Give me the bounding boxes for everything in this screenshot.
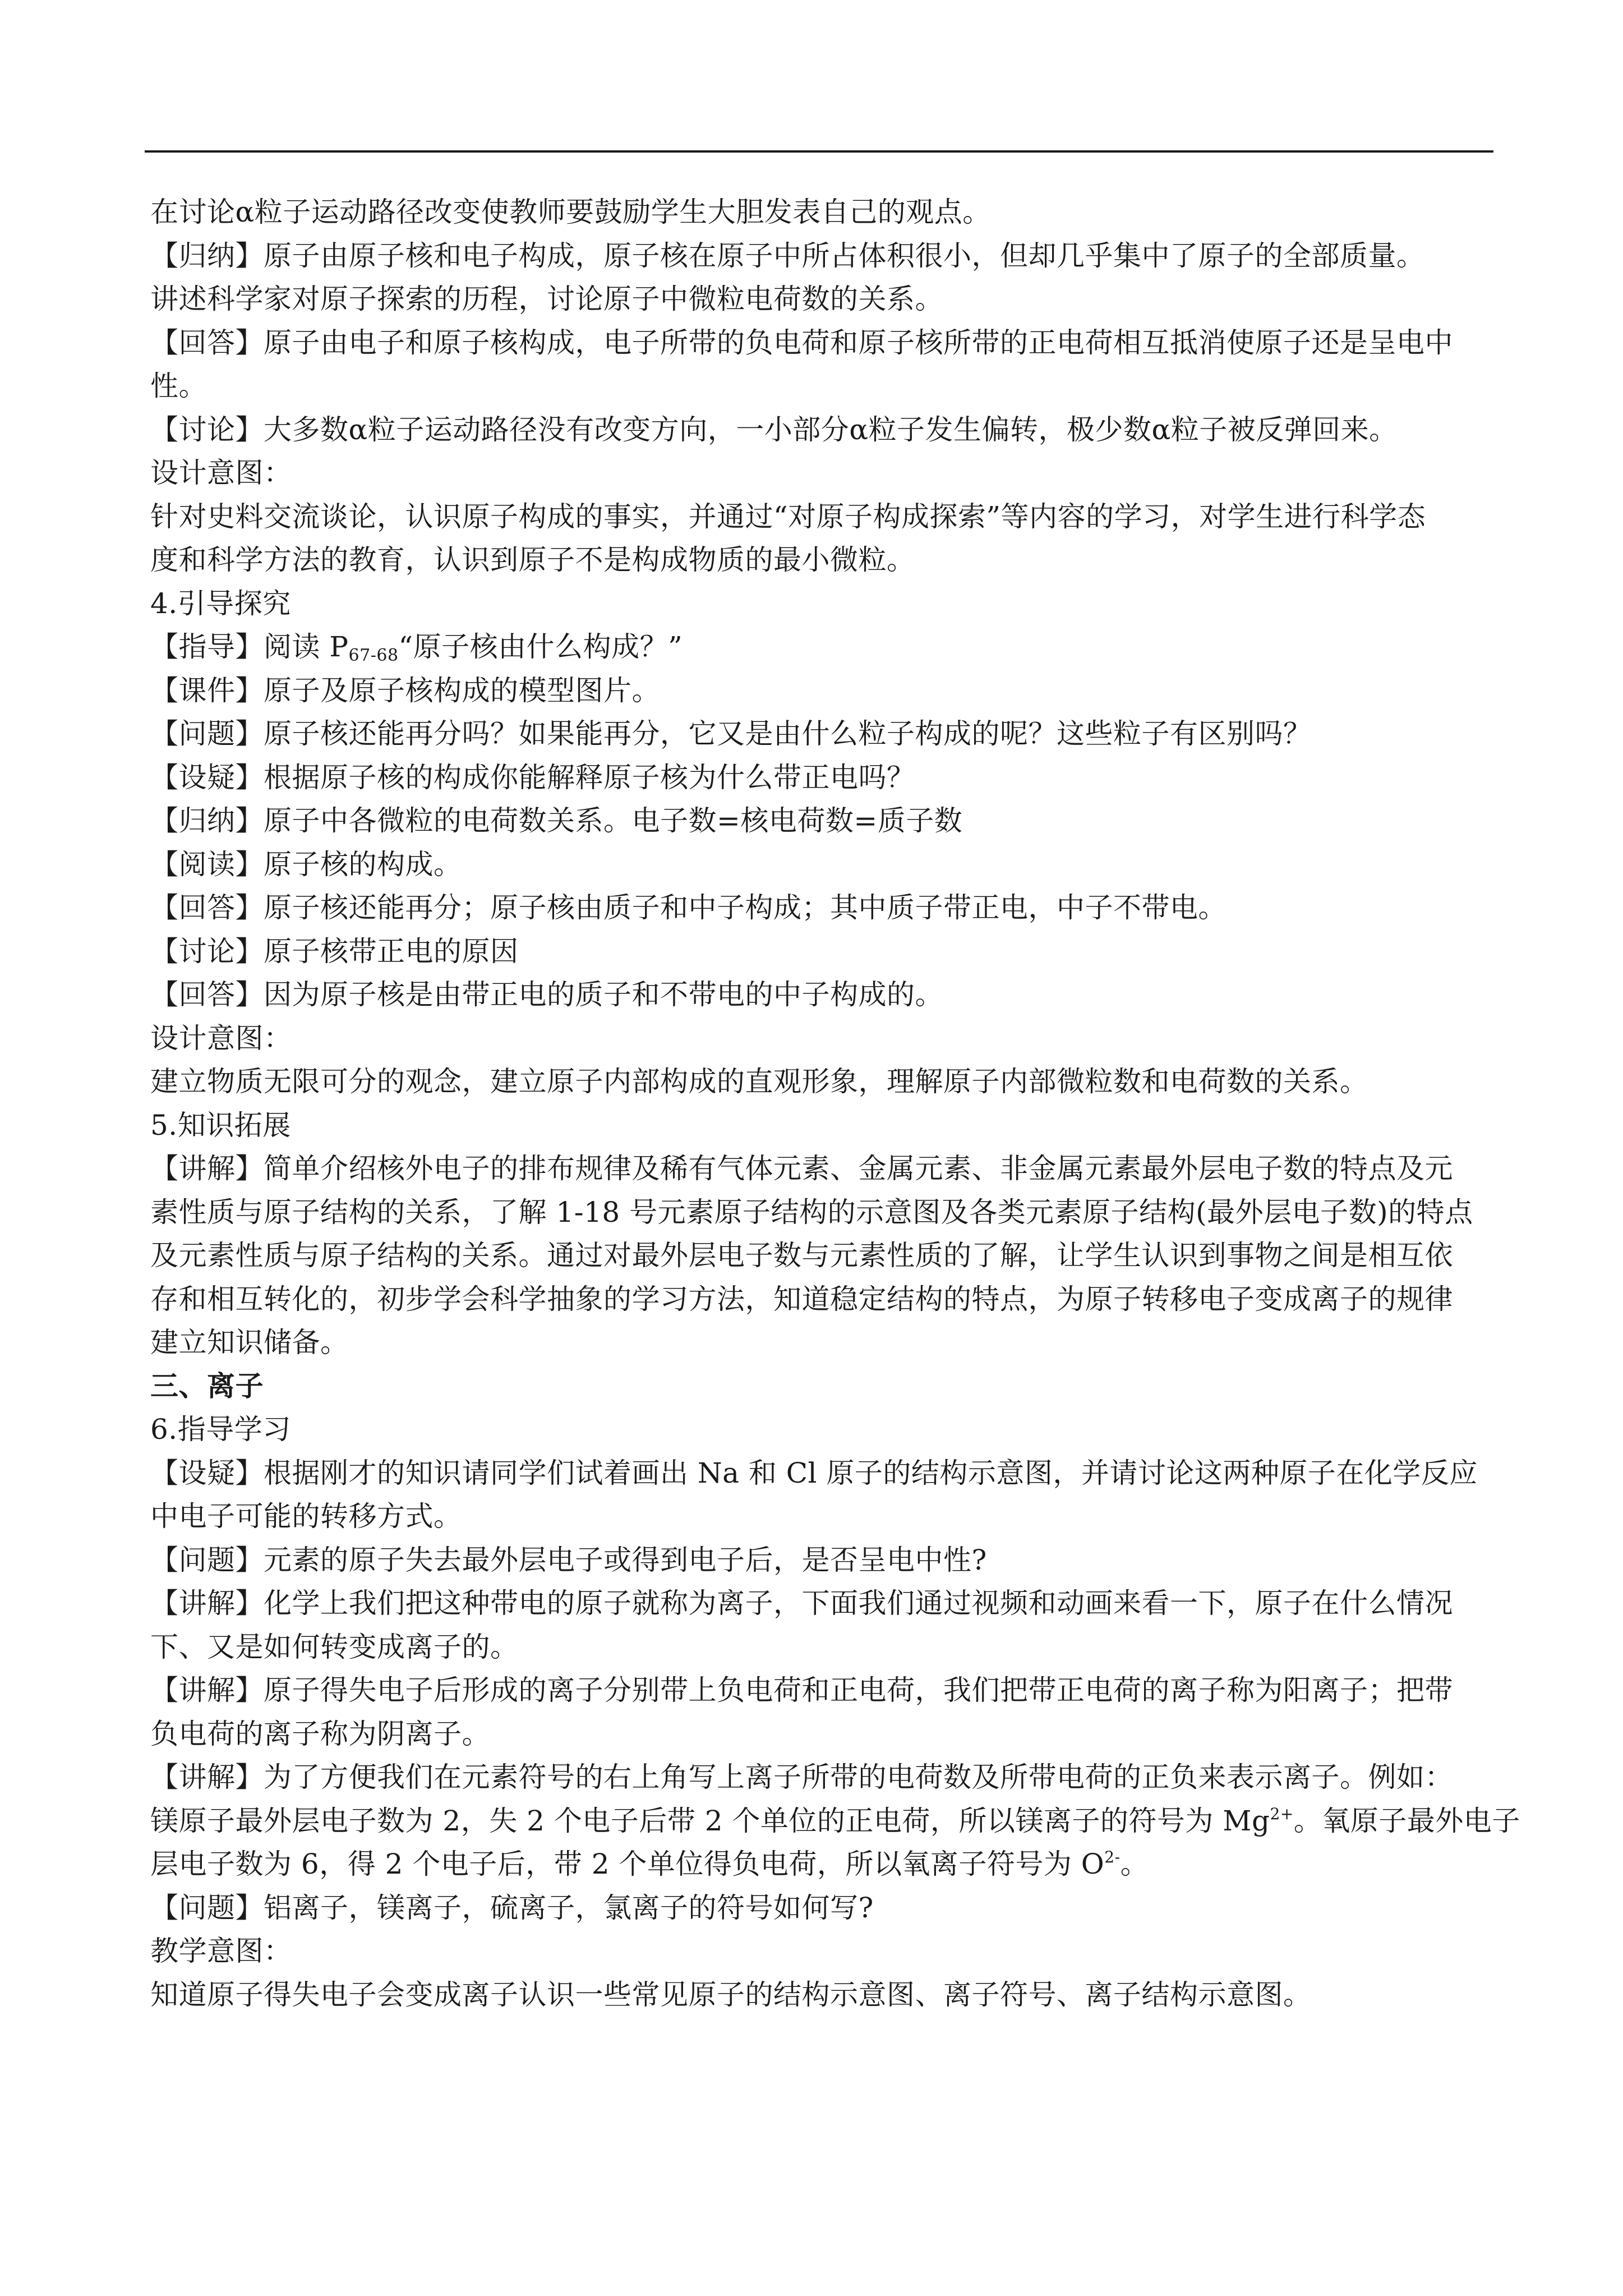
text-line: 建立知识储备。 — [150, 1326, 349, 1359]
text-line: 建立物质无限可分的观念，建立原子内部构成的直观形象，理解原子内部微粒数和电荷数的关系。 — [150, 1065, 1368, 1098]
text-line: 【归纳】原子由原子核和电子构成，原子核在原子中所占体积很小，但却几乎集中了原子的全部质量。 — [150, 239, 1425, 272]
text-line: 设计意图： — [150, 1022, 292, 1055]
guide-suffix: “原子核由什么构成？” — [398, 631, 683, 663]
text-line: 知道原子得失电子会变成离子认识一些常见原子的结构示意图、离子符号、离子结构示意图。 — [150, 1978, 1312, 2011]
text-line: 【回答】因为原子核是由带正电的质子和不带电的中子构成的。 — [150, 978, 943, 1011]
text-line: 中电子可能的转移方式。 — [150, 1500, 462, 1533]
subheading-4: 4.引导探究 — [150, 587, 291, 620]
text-line: 【讲解】为了方便我们在元素符号的右上角写上离子所带的电荷数及所带电荷的正负来表示离子。例如： — [150, 1761, 1453, 1793]
text-line: 【讲解】化学上我们把这种带电的原子就称为离子，下面我们通过视频和动画来看一下，原子在什么情况 — [150, 1587, 1453, 1619]
o-ion-line — [150, 1843, 1491, 1887]
text-line: 设计意图： — [150, 457, 292, 489]
subheading-6: 6.指导学习 — [150, 1413, 291, 1446]
text-line: 【问题】元素的原子失去最外层电子或得到电子后，是否呈电中性? — [150, 1543, 987, 1576]
guide-line — [150, 625, 1491, 669]
text-line: 【归纳】原子中各微粒的电荷数关系。电子数=核电荷数=质子数 — [150, 804, 963, 837]
text-line: 【阅读】原子核的构成。 — [150, 848, 462, 881]
guide-prefix: 【指导】阅读 P — [150, 631, 349, 663]
o-charge-superscript: 2- — [1104, 1848, 1121, 1866]
text-line: 素性质与原子结构的关系，了解 1-18 号元素原子结构的示意图及各类元素原子结构(最外层电子数)的特点 — [150, 1195, 1473, 1228]
mg-suffix: 。氧原子最外电子 — [1293, 1804, 1520, 1837]
text-line: 【设疑】根据原子核的构成你能解释原子核为什么带正电吗？ — [150, 761, 915, 794]
text-line: 针对史料交流谈论，认识原子构成的事实，并通过“对原子构成探索”等内容的学习，对学生进行科学态 — [150, 500, 1426, 533]
text-line: 存和相互转化的，初步学会科学抽象的学习方法，知道稳定结构的特点，为原子转移电子变成离子的规律 — [150, 1282, 1453, 1315]
text-line: 性。 — [150, 370, 207, 402]
text-line: 负电荷的离子称为阴离子。 — [150, 1717, 490, 1750]
text-line: 及元素性质与原子结构的关系。通过对最外层电子数与元素性质的了解，让学生认识到事物之间是相互依 — [150, 1239, 1453, 1272]
mg-ion-line — [150, 1800, 1520, 1843]
text-line: 讲述科学家对原子探索的历程，讨论原子中微粒电荷数的关系。 — [150, 283, 943, 315]
text-line: 【设疑】根据刚才的知识请同学们试着画出 Na 和 Cl 原子的结构示意图，并请讨论这两种原子在化学反应 — [150, 1456, 1478, 1489]
text-line: 【问题】铝离子，镁离子，硫离子，氯离子的符号如何写? — [150, 1891, 874, 1924]
section-title: 三、离子 — [150, 1369, 264, 1402]
text-line: 【讨论】原子核带正电的原因 — [150, 935, 519, 968]
text-line: 教学意图： — [150, 1935, 292, 1967]
mg-prefix: 镁原子最外层电子数为 2，失 2 个电子后带 2 个单位的正电荷，所以镁离子的符号为 Mg — [150, 1804, 1270, 1837]
subheading-5: 5.知识拓展 — [150, 1108, 291, 1142]
text-line: 【回答】原子核还能再分；原子核由质子和中子构成；其中质子带正电，中子不带电。 — [150, 891, 1227, 924]
o-prefix: 层电子数为 6，得 2 个电子后，带 2 个单位得负电荷，所以氧离子符号为 O — [150, 1848, 1105, 1880]
text-line: 【讲解】原子得失电子后形成的离子分别带上负电荷和正电荷，我们把带正电荷的离子称为阳离子；把带 — [150, 1674, 1453, 1706]
text-line: 【回答】原子由电子和原子核构成，电子所带的负电荷和原子核所带的正电荷相互抵消使原子还是呈电中 — [150, 326, 1453, 359]
mg-charge-superscript: 2+ — [1270, 1804, 1294, 1823]
text-line: 在讨论α粒子运动路径改变使教师要鼓励学生大胆发表自己的观点。 — [150, 196, 991, 228]
document-body — [150, 191, 1520, 2017]
text-line: 下、又是如何转变成离子的。 — [150, 1630, 519, 1663]
text-line: 【课件】原子及原子核构成的模型图片。 — [150, 674, 660, 707]
text-line: 【问题】原子核还能再分吗？如果能再分，它又是由什么粒子构成的呢？这些粒子有区别吗？ — [150, 717, 1312, 750]
o-suffix: 。 — [1120, 1848, 1149, 1880]
header-rule — [145, 150, 1493, 153]
text-line: 度和科学方法的教育，认识到原子不是构成物质的最小微粒。 — [150, 544, 915, 576]
text-line: 【讨论】大多数α粒子运动路径没有改变方向，一小部分α粒子发生偏转，极少数α粒子被反弹回来。 — [150, 413, 1398, 446]
text-line: 【讲解】简单介绍核外电子的排布规律及稀有气体元素、金属元素、非金属元素最外层电子数的特点及元 — [150, 1152, 1453, 1185]
page-range-subscript: 67-68 — [348, 646, 399, 665]
